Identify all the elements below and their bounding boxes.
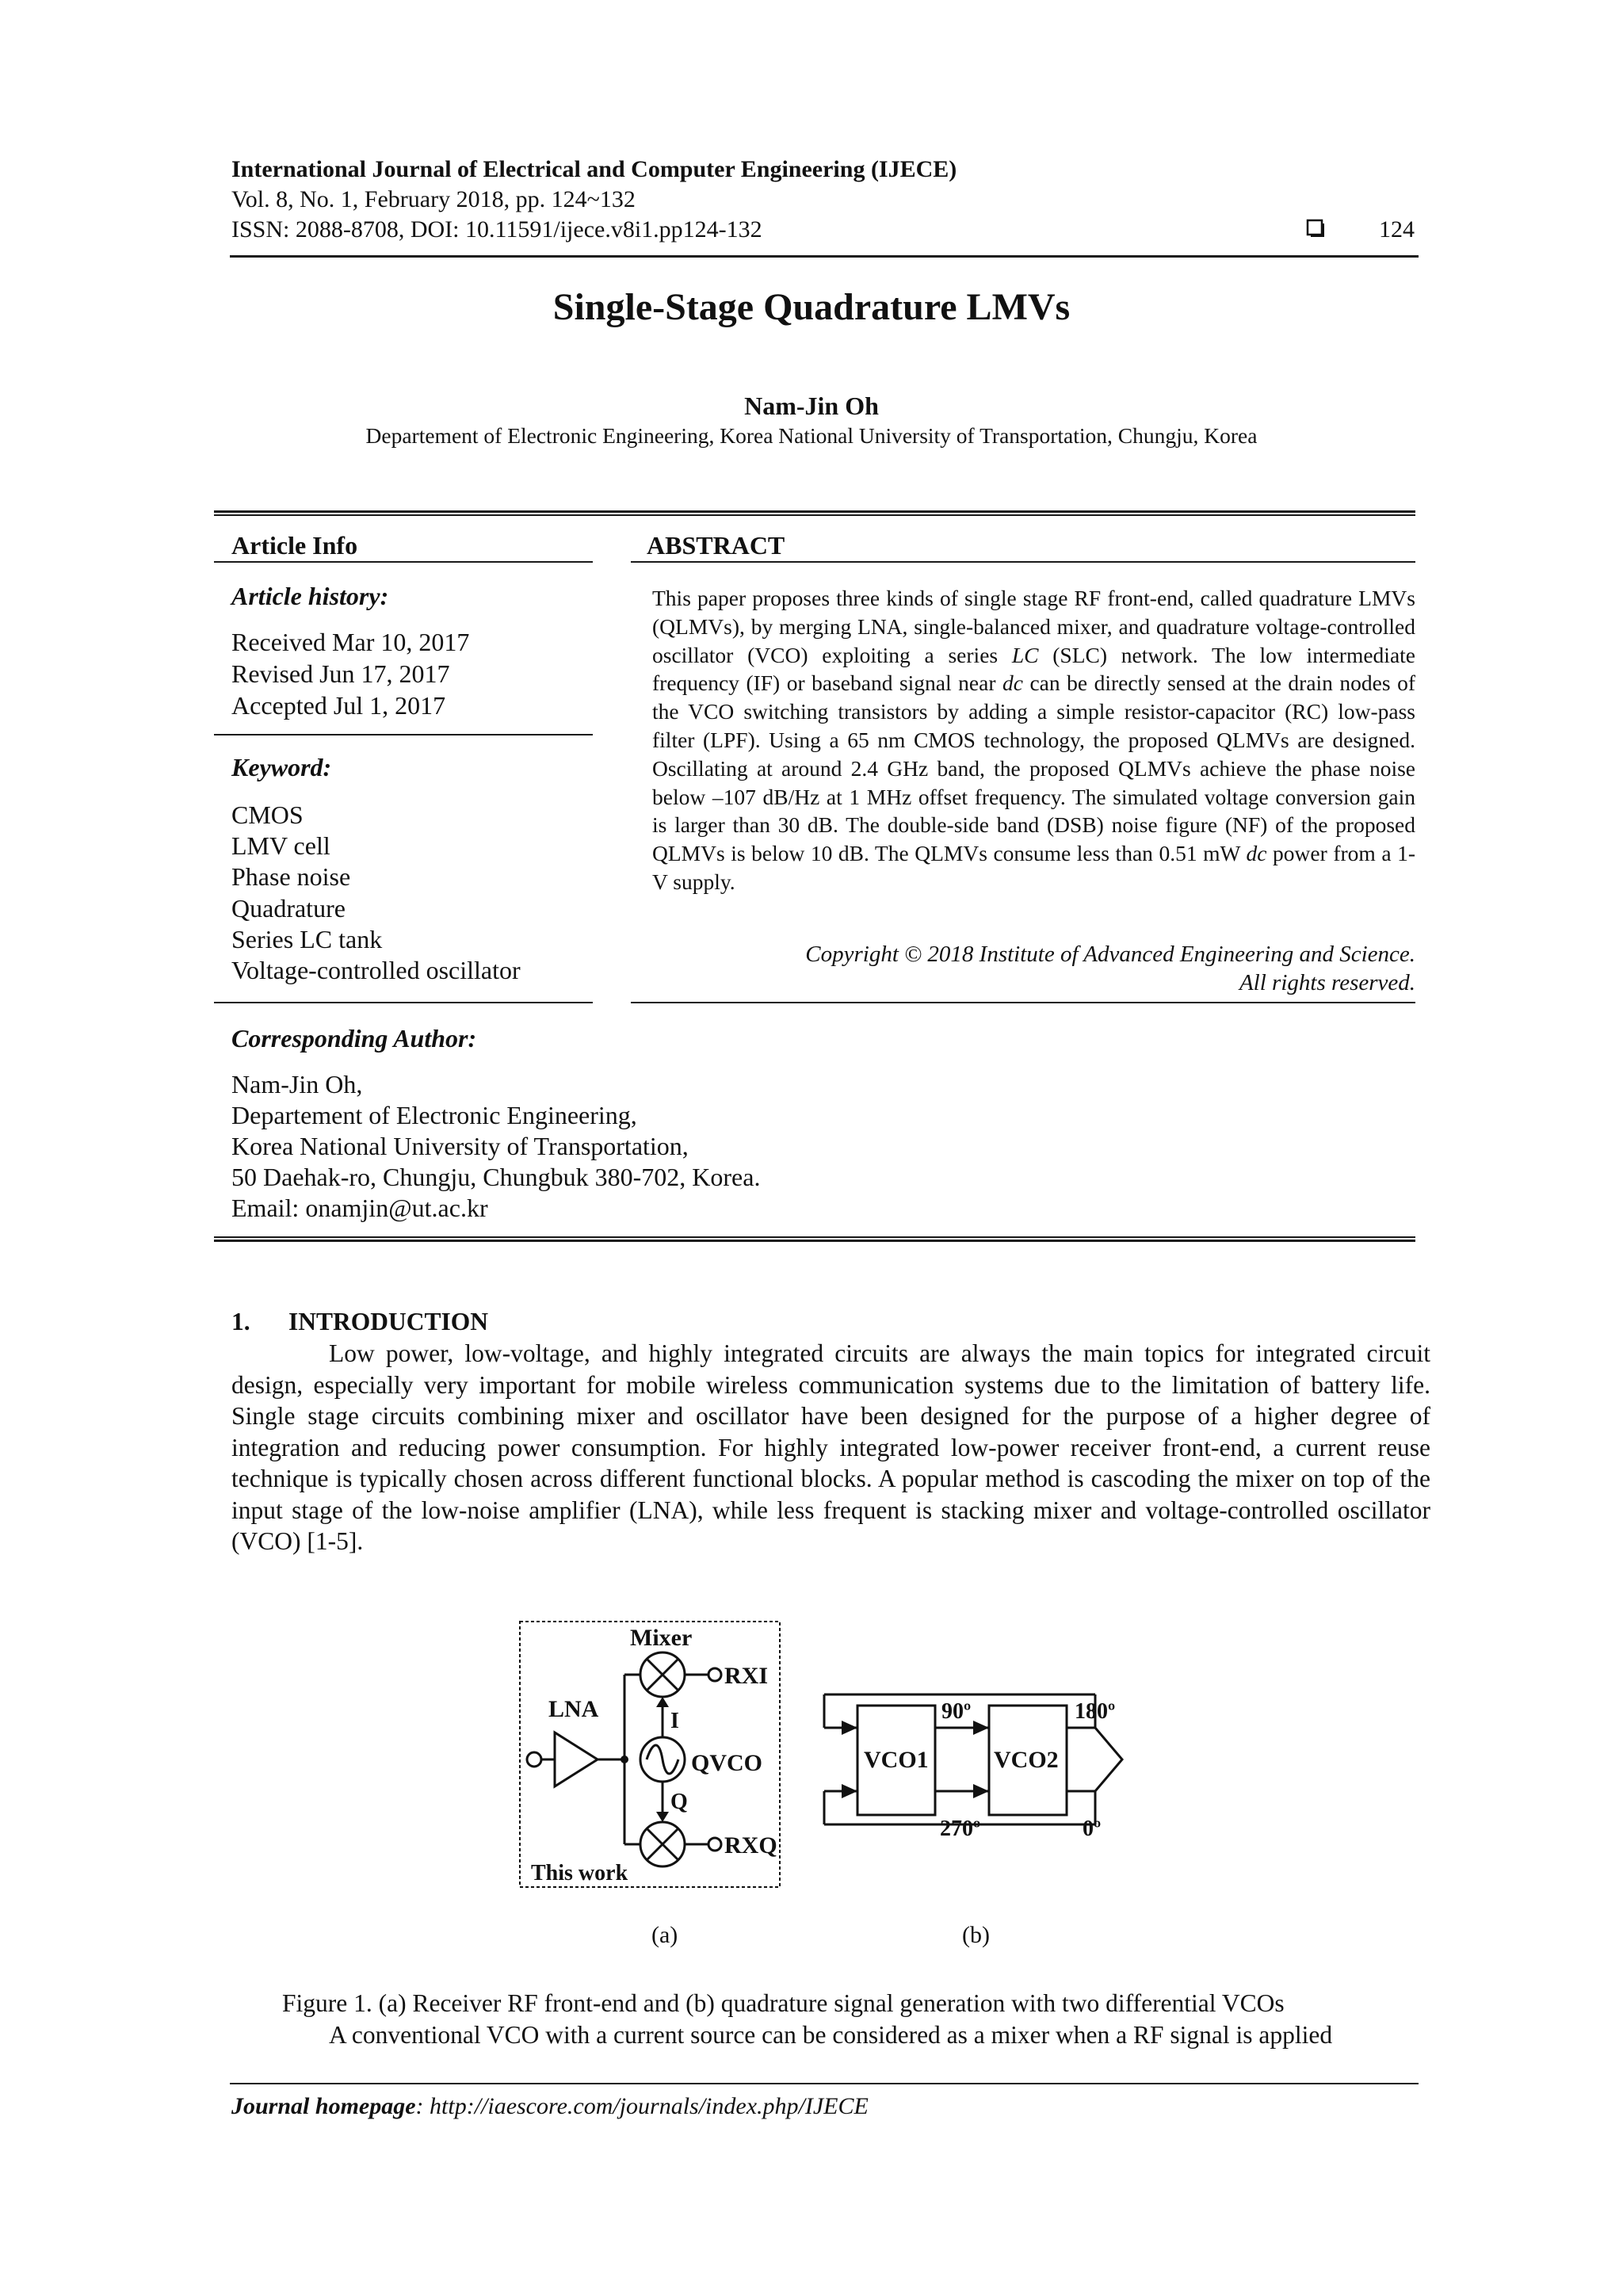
received-date: Received Mar 10, 2017 <box>231 628 470 656</box>
journal-issn: ISSN: 2088-8708, DOI: 10.11591/ijece.v8i1.pp124-132 <box>231 216 762 243</box>
section-number: 1. <box>231 1308 250 1335</box>
corresponding-label: Corresponding Author: <box>231 1024 477 1052</box>
author-affiliation: Departement of Electronic Engineering, Korea National University of Transportation, Chungju, Korea <box>365 423 1258 448</box>
abstract-part: (SLC) network. The low intermediate frequency (IF) or baseband signal near <box>652 642 1415 696</box>
page-number: 124 <box>1379 216 1415 243</box>
header-rule <box>230 255 1419 258</box>
keyword-rule <box>214 1002 593 1003</box>
footer-separator: : <box>415 2093 430 2119</box>
copyright-line: Copyright © 2018 Institute of Advanced Engineering and Science. <box>805 942 1415 967</box>
accepted-date: Accepted Jul 1, 2017 <box>231 691 446 720</box>
mixer-label: Mixer <box>630 1625 693 1651</box>
phase-180-label: 180º <box>1075 1699 1116 1724</box>
abstract-part: power from a 1-V supply. <box>652 841 1415 894</box>
box-top-rule <box>214 510 1415 513</box>
intro-text: Low power, low-voltage, and highly integrated circuits are always the main topics for integrated circuit design, especially very important for mobile wireless communication systems due to the limitation of battery life. Single stage circuits combining mixer and oscillator have been designed for the purpose of a higher degree of integration and reducing power consumption. For highly integrated low-power receiver front-end, a current reuse technique is typically chosen across different functional blocks. A popular method is cascoding the mixer on top of the input stage of the low-noise amplifier (LNA), while less frequent is stacking mixer and voltage-controlled oscillator (VCO) [1-5]. <box>231 1339 1430 1555</box>
vco1-label: VCO1 <box>864 1747 929 1773</box>
corresponding-line: 50 Daehak-ro, Chungju, Chungbuk 380-702, Korea. <box>231 1163 761 1191</box>
lna-label: LNA <box>548 1696 599 1722</box>
corresponding-line: Korea National University of Transportation, <box>231 1132 689 1160</box>
abstract-text <box>652 584 1415 896</box>
copyright-line: All rights reserved. <box>1239 970 1415 995</box>
figure-1 <box>507 1617 1125 1902</box>
abstract-italic: LC <box>1011 642 1039 667</box>
corresponding-line: Nam-Jin Oh, <box>231 1070 363 1098</box>
abstract-rule <box>631 561 1415 563</box>
q-label: Q <box>670 1790 688 1814</box>
abstract-italic: dc <box>1246 841 1267 866</box>
rxq-port-icon <box>708 1838 721 1851</box>
copyright <box>805 940 1415 997</box>
corresponding-email: Email: onamjin@ut.ac.kr <box>231 1194 488 1222</box>
qvco-label: QVCO <box>691 1750 762 1776</box>
rxq-label: RXQ <box>724 1832 777 1859</box>
box-bottom-rule-2 <box>214 1240 1415 1242</box>
box-bottom-rule <box>214 1236 1415 1238</box>
rxi-label: RXI <box>724 1663 769 1689</box>
lna-amplifier-icon <box>555 1733 598 1786</box>
footer-label: Journal homepage <box>231 2093 416 2119</box>
footer-rule <box>230 2083 1419 2084</box>
phase-0-label: 0º <box>1083 1817 1102 1841</box>
keyword-item: LMV cell <box>231 831 330 860</box>
corresponding-line: Departement of Electronic Engineering, <box>231 1101 637 1129</box>
abstract-italic: dc <box>1002 670 1023 696</box>
author-name: Nam-Jin Oh <box>744 392 879 420</box>
arrow-up-icon <box>656 1697 669 1707</box>
subfigure-b-label: (b) <box>962 1922 990 1948</box>
abstract-heading: ABSTRACT <box>647 531 785 560</box>
this-work-label: This work <box>531 1861 628 1885</box>
article-history-label: Article history: <box>231 582 389 610</box>
history-rule <box>214 734 593 735</box>
keyword-item: Voltage-controlled oscillator <box>231 956 521 984</box>
section-heading: INTRODUCTION <box>288 1308 489 1335</box>
intro-paragraph <box>231 1338 1430 1557</box>
phase-270-label: 270º <box>940 1817 981 1841</box>
article-info-rule <box>214 561 593 563</box>
journal-name: International Journal of Electrical and Computer Engineering (IJECE) <box>231 156 957 182</box>
input-port-icon <box>527 1752 541 1767</box>
square-bullet-icon <box>1306 219 1325 238</box>
keyword-item: CMOS <box>231 800 304 829</box>
abstract-part: can be directly sensed at the drain nodes of the VCO switching transistors by adding a simple resistor-capacitor (RC) low-pass filter (LPF). Using a 65 nm CMOS technology, the proposed QLMVs are designed. Oscillating at around 2.4 GHz band, the proposed QLMVs achieve the phase noise below –107 dB/Hz at 1 MHz offset frequency. The simulated voltage conversion gain is larger than 30 dB. The double-side band (DSB) noise figure (NF) of the proposed QLMVs is below 10 dB. The QLMVs consume less than 0.51 mW <box>652 670 1415 866</box>
revised-date: Revised Jun 17, 2017 <box>231 659 450 688</box>
vco2-label: VCO2 <box>994 1747 1059 1773</box>
footer-url-link[interactable]: http://iaescore.com/journals/index.php/IJECE <box>430 2093 869 2119</box>
abstract-part: This paper proposes three kinds of single stage RF front-end, called quadrature LMVs (QLMVs), by merging LNA, single-balanced mixer, and quadrature voltage-controlled oscillator (VCO) exploiting a series <box>652 586 1415 667</box>
phase-90-label: 90º <box>941 1699 972 1724</box>
journal-volume: Vol. 8, No. 1, February 2018, pp. 124~132 <box>231 186 636 212</box>
keyword-item: Series LC tank <box>231 925 383 953</box>
paper-title: Single-Stage Quadrature LMVs <box>552 286 1071 328</box>
abstract-bottom-rule <box>631 1002 1415 1003</box>
keyword-item: Quadrature <box>231 894 346 923</box>
box-top-rule-2 <box>214 514 1415 516</box>
subfigure-a-label: (a) <box>651 1922 678 1948</box>
keyword-item: Phase noise <box>231 862 351 891</box>
i-label: I <box>670 1709 679 1733</box>
arrow-down-icon <box>656 1812 669 1822</box>
footer <box>231 2092 869 2121</box>
continuation-text: A conventional VCO with a current source can be considered as a mixer when a RF signal is applied <box>329 2021 1333 2049</box>
article-info-heading: Article Info <box>231 531 358 560</box>
rxi-port-icon <box>708 1668 721 1681</box>
figure-caption: Figure 1. (a) Receiver RF front-end and (b) quadrature signal generation with two differential VCOs <box>282 1989 1285 2017</box>
keyword-label: Keyword: <box>231 753 332 781</box>
